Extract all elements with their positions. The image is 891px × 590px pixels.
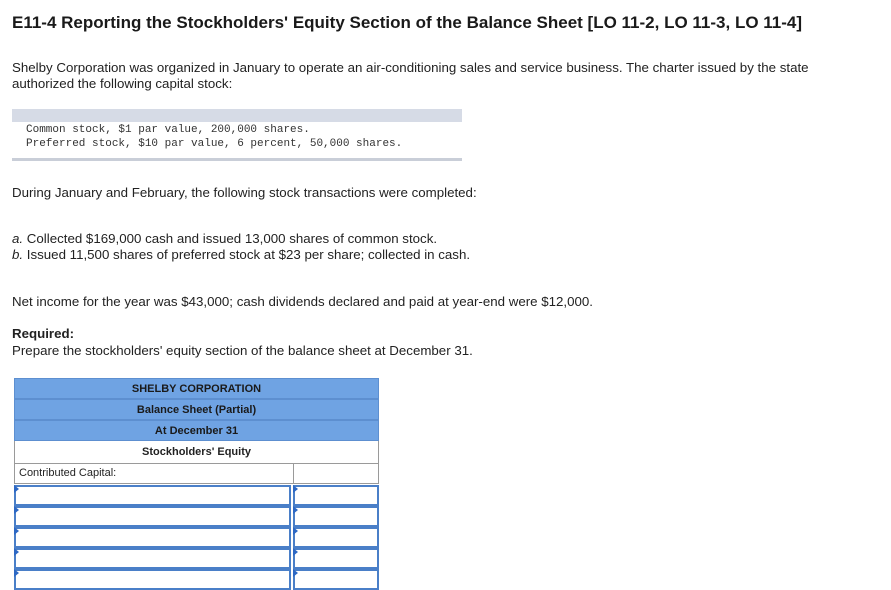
amount-input[interactable] bbox=[293, 485, 379, 506]
transaction-b-text: Issued 11,500 shares of preferred stock at $23 per share; collected in cash. bbox=[26, 247, 471, 262]
preferred-stock-line: Preferred stock, $10 par value, 6 percent, 50,000 shares. bbox=[26, 138, 403, 150]
company-name-header: SHELBY CORPORATION bbox=[14, 378, 379, 399]
entry-marker-icon bbox=[293, 485, 298, 493]
statement-date-header: At December 31 bbox=[14, 420, 379, 441]
common-stock-line: Common stock, $1 par value, 200,000 shares. bbox=[26, 124, 310, 136]
required-label: Required: bbox=[12, 326, 75, 341]
account-label-input[interactable] bbox=[14, 527, 291, 548]
amount-input[interactable] bbox=[293, 548, 379, 569]
capital-stock-box bbox=[12, 109, 462, 161]
transaction-b-letter: b. bbox=[12, 247, 24, 262]
dropdown-marker-icon bbox=[14, 527, 19, 535]
input-row bbox=[14, 485, 379, 506]
transaction-a-text: Collected $169,000 cash and issued 13,000 shares of common stock. bbox=[26, 231, 438, 246]
account-label-input[interactable] bbox=[14, 506, 291, 527]
amount-input[interactable] bbox=[293, 527, 379, 548]
contributed-capital-row bbox=[14, 463, 379, 484]
amount-input[interactable] bbox=[293, 506, 379, 527]
dropdown-marker-icon bbox=[14, 506, 19, 514]
dropdown-marker-icon bbox=[14, 548, 19, 556]
account-label-input[interactable] bbox=[14, 569, 291, 590]
entry-marker-icon bbox=[293, 506, 298, 514]
account-label-input[interactable] bbox=[14, 485, 291, 506]
entry-marker-icon bbox=[293, 569, 298, 577]
transaction-a-letter: a. bbox=[12, 231, 24, 246]
intro-paragraph: Shelby Corporation was organized in January to operate an air-conditioning sales and service business. The charter issued by the state authorized the following capital stock: bbox=[12, 60, 809, 91]
dropdown-marker-icon bbox=[14, 569, 19, 577]
transaction-b bbox=[12, 247, 470, 263]
statement-name-header: Balance Sheet (Partial) bbox=[14, 399, 379, 420]
box-top-band bbox=[12, 109, 462, 122]
dropdown-marker-icon bbox=[14, 485, 19, 493]
input-row bbox=[14, 527, 379, 548]
net-income-text: Net income for the year was $43,000; cash dividends declared and paid at year-end were $12,000. bbox=[12, 294, 593, 309]
problem-title: E11-4 Reporting the Stockholders' Equity Section of the Balance Sheet [LO 11-2, LO 11-3, LO 11-4] bbox=[12, 13, 803, 32]
input-row bbox=[14, 506, 379, 527]
account-label-input[interactable] bbox=[14, 548, 291, 569]
section-heading: Stockholders' Equity bbox=[14, 441, 379, 463]
required-text: Prepare the stockholders' equity section of the balance sheet at December 31. bbox=[12, 343, 473, 358]
entry-marker-icon bbox=[293, 527, 298, 535]
contributed-capital-label: Contributed Capital: bbox=[19, 467, 117, 479]
box-bottom-rule bbox=[12, 158, 462, 161]
amount-input[interactable] bbox=[293, 569, 379, 590]
transaction-a bbox=[12, 231, 437, 247]
column-divider bbox=[293, 464, 294, 483]
input-row bbox=[14, 548, 379, 569]
input-row bbox=[14, 569, 379, 590]
transactions-intro: During January and February, the following stock transactions were completed: bbox=[12, 185, 477, 200]
entry-marker-icon bbox=[293, 548, 298, 556]
